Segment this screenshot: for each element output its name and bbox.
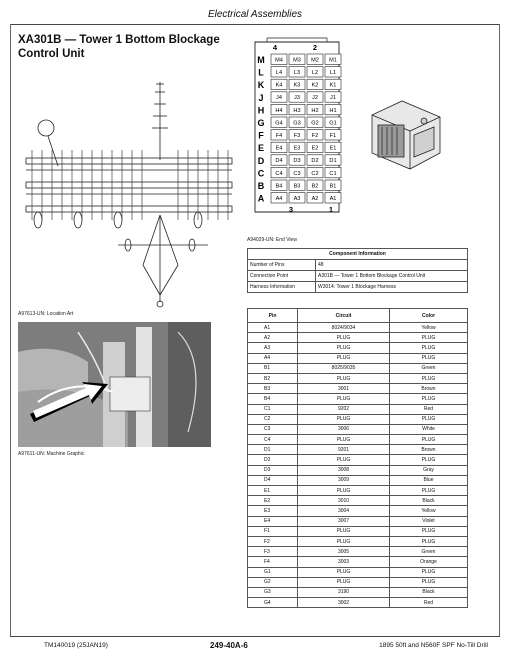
color-cell: Green	[390, 547, 468, 557]
connector-cavity-label: L4	[275, 70, 283, 76]
connector-cavity-label: M3	[293, 57, 301, 64]
color-cell: PLUG	[390, 343, 468, 353]
pin-cell: D1	[248, 445, 298, 455]
pin-row	[248, 394, 468, 404]
connector-cavity-label: F2	[311, 133, 319, 139]
pin-cell: E3	[248, 506, 298, 516]
footer-page-number: 249-40A-6	[210, 641, 248, 650]
connector-row-letter: J	[258, 92, 264, 103]
color-cell: PLUG	[390, 394, 468, 404]
connector-row-letter: L	[258, 67, 264, 78]
footer-machine-name: 1895 50ft and N560F SPF No-Till Drill	[379, 642, 488, 649]
circuit-cell: 3006	[298, 424, 390, 434]
pin-row	[248, 598, 468, 608]
connector-cavity-label: A3	[293, 196, 301, 202]
color-cell: Black	[390, 496, 468, 506]
connector-cavity-label: B2	[311, 183, 319, 190]
circuit-cell: 3009	[298, 475, 390, 485]
color-cell: Red	[390, 404, 468, 414]
color-cell: PLUG	[390, 536, 468, 546]
pin-row	[248, 373, 468, 383]
connector-cavity-label: J1	[330, 95, 336, 102]
connector-cavity-label: D4	[275, 158, 283, 165]
connector-cavity-label: M1	[329, 57, 337, 64]
connector-row-letter: C	[257, 168, 265, 179]
color-cell: Black	[390, 587, 468, 597]
color-cell: PLUG	[390, 526, 468, 536]
pin-cell: D3	[248, 465, 298, 475]
circuit-cell: PLUG	[298, 455, 390, 465]
info-value: 48	[316, 260, 468, 271]
pin-cell: E2	[248, 496, 298, 506]
pin-row	[248, 455, 468, 465]
info-label: Number of Pins	[248, 260, 316, 271]
circuit-cell: PLUG	[298, 567, 390, 577]
color-cell: White	[390, 424, 468, 434]
pin-cell: A2	[248, 333, 298, 343]
connector-cavity-label: E2	[311, 145, 319, 152]
machine-location-art	[18, 70, 240, 310]
connector-cavity-label: H4	[275, 107, 283, 114]
connector-row-letter: H	[257, 105, 265, 116]
color-cell: PLUG	[390, 414, 468, 424]
circuit-cell: PLUG	[298, 333, 390, 343]
pin-row	[248, 557, 468, 567]
circuit-cell: 3008	[298, 465, 390, 475]
pin-cell: A3	[248, 343, 298, 353]
connector-cavity-label: G1	[329, 120, 337, 127]
connector-corner-number: 4	[272, 43, 278, 52]
circuit-cell: 3003	[298, 557, 390, 567]
connector-corner-number: 2	[312, 43, 318, 52]
pin-cell: B4	[248, 394, 298, 404]
connector-cavity-label: L2	[311, 70, 319, 76]
color-cell: Yellow	[390, 506, 468, 516]
connector-cavity-label: F1	[329, 133, 337, 139]
pin-table-body	[248, 323, 468, 608]
pin-header: Pin	[248, 309, 298, 323]
color-cell: PLUG	[390, 486, 468, 496]
circuit-cell: 3007	[298, 516, 390, 526]
circuit-cell: PLUG	[298, 343, 390, 353]
pin-cell: F4	[248, 557, 298, 567]
component-info-table	[247, 248, 468, 293]
color-cell: Brown	[390, 445, 468, 455]
pin-cell: D2	[248, 455, 298, 465]
connector-cavity-label: E4	[275, 145, 283, 152]
circuit-cell: PLUG	[298, 526, 390, 536]
circuit-cell: 3190	[298, 587, 390, 597]
connector-cavity-label: M4	[275, 57, 283, 64]
connector-cavity-label: H2	[311, 107, 319, 114]
component-info-row	[248, 271, 468, 282]
connector-row-letter: E	[257, 143, 265, 154]
connector-cavity-label: D1	[329, 158, 337, 165]
location-art-caption: A97613-UN: Location Art	[18, 311, 74, 317]
pin-cell: C2	[248, 414, 298, 424]
pin-cell: B2	[248, 373, 298, 383]
connector-cavity-label: A2	[311, 196, 319, 202]
connector-row-letter: A	[257, 193, 265, 204]
pin-row	[248, 475, 468, 485]
pin-cell: B3	[248, 384, 298, 394]
circuit-cell: 3010	[298, 496, 390, 506]
circuit-cell: 9202	[298, 404, 390, 414]
connector-cavity-label: B3	[293, 183, 301, 190]
connector-row-letter: F	[258, 130, 264, 141]
connector-cavity-label: B1	[329, 183, 337, 190]
connector-cavity-label: F4	[275, 133, 283, 139]
pin-cell: A1	[248, 323, 298, 333]
circuit-cell: PLUG	[298, 536, 390, 546]
pin-cell: D4	[248, 475, 298, 485]
pin-cell: A4	[248, 353, 298, 363]
info-value: W3014: Tower 1 Blockage Harness	[316, 282, 468, 293]
pin-row	[248, 445, 468, 455]
color-header: Color	[390, 309, 468, 323]
connector-cavity-label: K3	[293, 82, 301, 89]
connector-corner-number: 1	[328, 205, 334, 214]
pin-row	[248, 363, 468, 373]
machine-graphic-caption: A97611-UN: Machine Graphic	[18, 451, 85, 457]
circuit-cell: 3004	[298, 506, 390, 516]
header-title: Electrical Assemblies	[207, 9, 303, 20]
pin-cell: G1	[248, 567, 298, 577]
pin-row	[248, 465, 468, 475]
info-label: Harness Information	[248, 282, 316, 293]
component-info-row	[248, 282, 468, 293]
connector-cavity-label: G2	[311, 120, 319, 127]
connector-cavity-label: H1	[329, 107, 337, 114]
pin-cell: C1	[248, 404, 298, 414]
page-title: XA301B — Tower 1 Bottom Blockage Control Unit	[18, 34, 220, 60]
pin-cell: F2	[248, 536, 298, 546]
pin-row	[248, 414, 468, 424]
pin-cell: F3	[248, 547, 298, 557]
machine-photo	[18, 322, 211, 447]
connector-cavity-label: E3	[293, 145, 301, 152]
circuit-header: Circuit	[298, 309, 390, 323]
color-cell: PLUG	[390, 567, 468, 577]
connector-cavity-label: C2	[311, 170, 319, 177]
connector-row-letter: K	[257, 80, 265, 91]
connector-cavity-label: G4	[275, 120, 283, 127]
connector-cavity-label: K1	[329, 82, 337, 89]
circuit-cell: PLUG	[298, 435, 390, 445]
pin-cell: E1	[248, 486, 298, 496]
component-info-row	[248, 260, 468, 271]
pin-row	[248, 323, 468, 333]
footer-rule	[10, 636, 500, 637]
pin-cell: E4	[248, 516, 298, 526]
connector-row-letter: G	[257, 118, 265, 128]
color-cell: PLUG	[390, 373, 468, 383]
pin-cell: C4	[248, 435, 298, 445]
pin-row	[248, 536, 468, 546]
connector-cavity-label: B4	[275, 183, 283, 190]
pin-row	[248, 486, 468, 496]
connector-cavity-label: M2	[311, 57, 319, 64]
connector-cavity-label: H3	[293, 107, 301, 114]
pin-row	[248, 587, 468, 597]
color-cell: PLUG	[390, 353, 468, 363]
circuit-cell: PLUG	[298, 414, 390, 424]
circuit-cell: 9201	[298, 445, 390, 455]
connector-cavity-label: A1	[329, 196, 337, 202]
circuit-cell: 3005	[298, 547, 390, 557]
circuit-cell: PLUG	[298, 577, 390, 587]
pin-row	[248, 567, 468, 577]
pin-cell: G3	[248, 587, 298, 597]
circuit-cell: 8024/9034	[298, 323, 390, 333]
connector-row-letter: B	[257, 181, 265, 191]
color-cell: PLUG	[390, 455, 468, 465]
pin-cell: B1	[248, 363, 298, 373]
color-cell: Red	[390, 598, 468, 608]
connector-cavity-label: D3	[293, 158, 301, 165]
connector-cavity-label: G3	[293, 120, 301, 127]
circuit-cell: 3002	[298, 598, 390, 608]
connector-corner-number: 3	[288, 205, 294, 214]
connector-cavity-label: J4	[276, 95, 282, 102]
connector-plug-art	[362, 95, 446, 177]
header-rule	[10, 24, 500, 25]
color-cell: Violet	[390, 516, 468, 526]
connector-cavity-label: D2	[311, 158, 319, 165]
connector-cavity-label: E1	[329, 145, 337, 152]
connector-cavity-label: C4	[275, 170, 283, 177]
pin-row	[248, 333, 468, 343]
left-margin-rule	[10, 24, 11, 636]
pin-row	[248, 547, 468, 557]
connector-cavity-label: K4	[275, 82, 283, 89]
connector-cavity-label: K2	[311, 82, 319, 89]
pin-row	[248, 353, 468, 363]
color-cell: PLUG	[390, 435, 468, 445]
color-cell: Brown	[390, 384, 468, 394]
pin-row	[248, 516, 468, 526]
pin-row	[248, 526, 468, 536]
pin-row	[248, 424, 468, 434]
connector-cavity-label: A4	[275, 196, 283, 202]
circuit-cell: 8025/9035	[298, 363, 390, 373]
color-cell: PLUG	[390, 333, 468, 343]
color-cell: Green	[390, 363, 468, 373]
connector-end-view	[247, 36, 347, 218]
connector-cavity-label: L3	[293, 70, 301, 76]
connector-cavity-label: J3	[294, 95, 300, 102]
color-cell: Orange	[390, 557, 468, 567]
connector-row-letter: D	[257, 155, 265, 166]
color-cell: Blue	[390, 475, 468, 485]
circuit-cell: PLUG	[298, 353, 390, 363]
connector-cavity-label: C1	[329, 170, 337, 177]
pin-row	[248, 435, 468, 445]
connector-cavity-label: F3	[293, 133, 301, 139]
pin-row	[248, 384, 468, 394]
connector-cavity-label: L1	[329, 70, 337, 76]
pin-cell: C3	[248, 424, 298, 434]
circuit-cell: 3001	[298, 384, 390, 394]
circuit-cell: PLUG	[298, 486, 390, 496]
circuit-cell: PLUG	[298, 394, 390, 404]
end-view-caption: A94029-UN: End View	[247, 237, 297, 243]
pin-cell: G4	[248, 598, 298, 608]
color-cell: PLUG	[390, 577, 468, 587]
pin-cell: F1	[248, 526, 298, 536]
connector-row-letter: M	[257, 55, 265, 65]
right-margin-rule	[499, 24, 500, 636]
pin-cell: G2	[248, 577, 298, 587]
pin-row	[248, 506, 468, 516]
info-value: A301B — Tower 1 Bottom Blockage Control Unit	[316, 271, 468, 282]
pin-row	[248, 404, 468, 414]
footer-document-id: TM140019 (25JAN19)	[44, 642, 108, 649]
color-cell: Yellow	[390, 323, 468, 333]
pin-row	[248, 496, 468, 506]
connector-cavity-label: C3	[293, 170, 301, 177]
color-cell: Gray	[390, 465, 468, 475]
connector-cavity-label: J2	[312, 95, 318, 102]
info-label: Connection Point	[248, 271, 316, 282]
pin-row	[248, 577, 468, 587]
component-info-heading: Component Information	[248, 249, 468, 260]
pin-row	[248, 343, 468, 353]
circuit-cell: PLUG	[298, 373, 390, 383]
pin-table	[247, 308, 468, 608]
